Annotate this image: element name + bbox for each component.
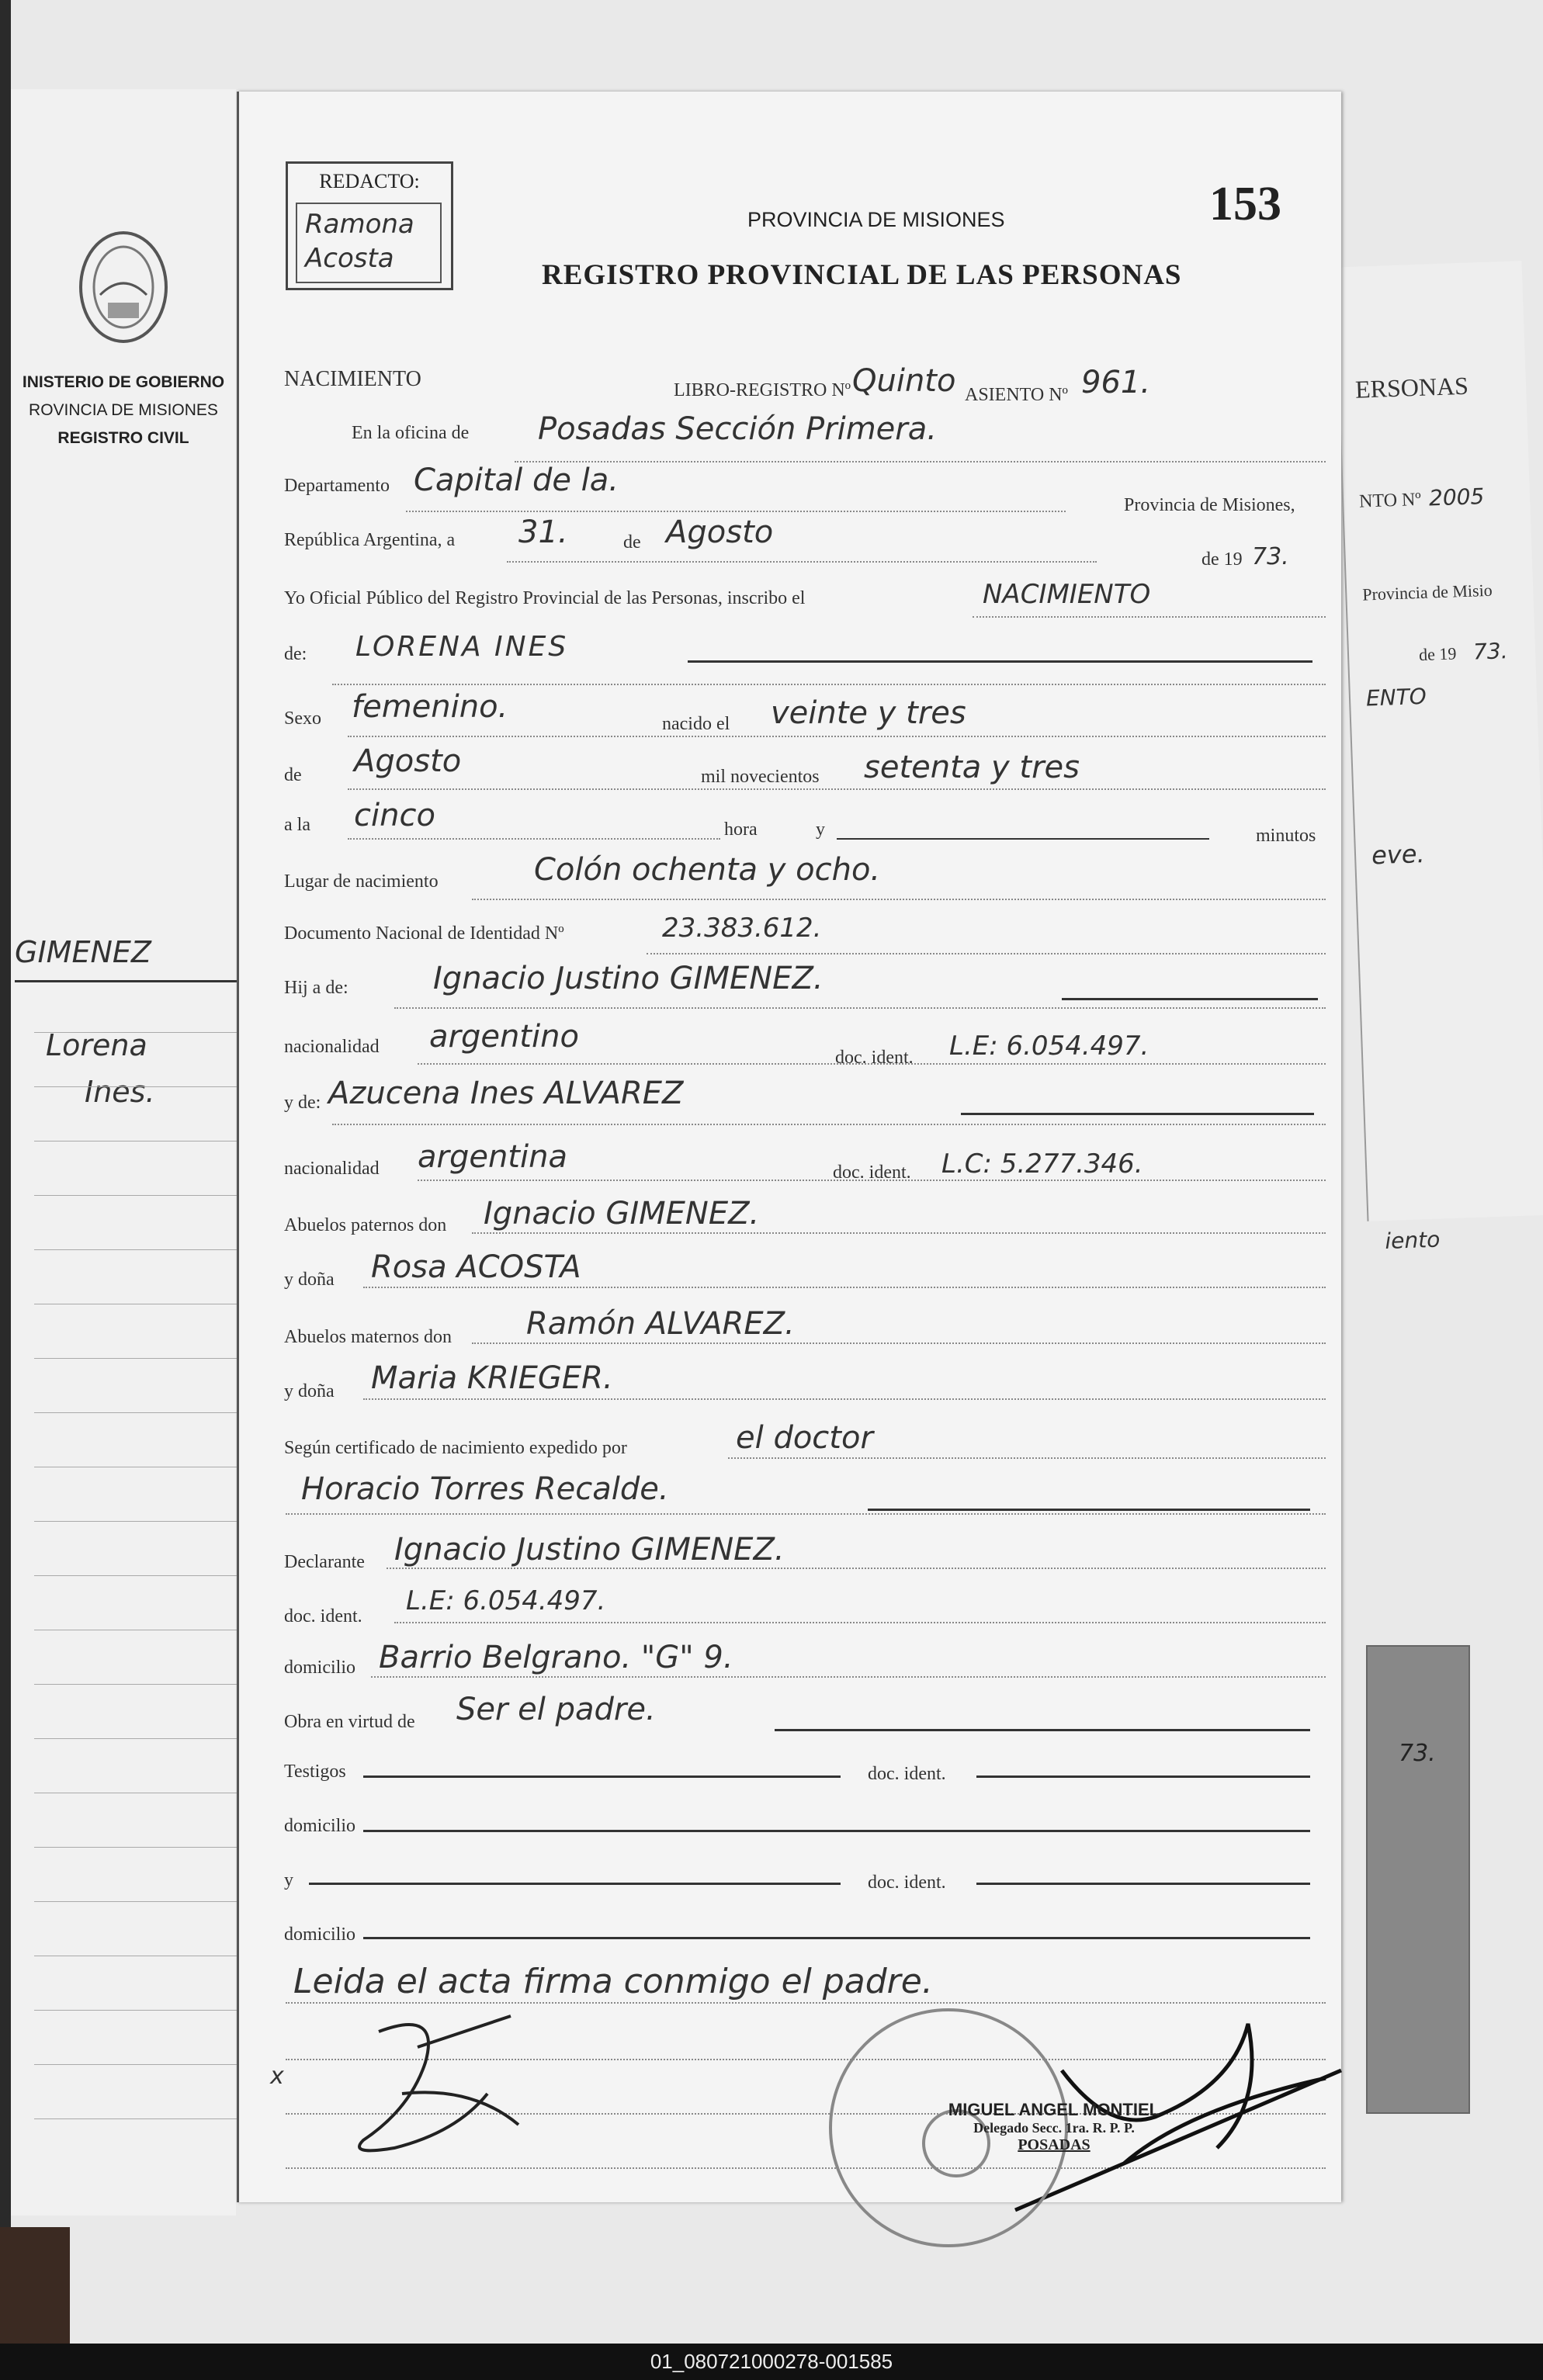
margin-surname: GIMENEZ bbox=[15, 935, 151, 969]
ydona2-label: y doña bbox=[284, 1381, 335, 1401]
coat-of-arms-icon bbox=[73, 225, 174, 349]
provincia-label: Provincia de Misiones, bbox=[1124, 495, 1295, 515]
ala-label: a la bbox=[284, 815, 310, 835]
abpat-value: Ignacio GIMENEZ. bbox=[484, 1196, 760, 1232]
image-id-footer: 01_080721000278-001585 bbox=[0, 2344, 1543, 2380]
back-text: de 19 bbox=[1418, 643, 1457, 665]
lugar-label: Lugar de nacimiento bbox=[284, 871, 439, 892]
doc-decl-label: doc. ident. bbox=[284, 1606, 362, 1627]
official-name: MIGUEL ANGEL MONTIEL bbox=[948, 2100, 1160, 2119]
x-mark: x bbox=[270, 2063, 284, 2090]
back-text: NTO Nº bbox=[1358, 489, 1422, 512]
mil-label: mil novecientos bbox=[701, 767, 820, 787]
underlying-page-dark bbox=[1366, 1645, 1470, 2114]
margin-underline bbox=[15, 980, 255, 982]
sexo-label: Sexo bbox=[284, 708, 321, 729]
libro-label: LIBRO-REGISTRO Nº bbox=[674, 380, 851, 400]
obra-value: Ser el padre. bbox=[456, 1692, 656, 1727]
sexo-value: femenino. bbox=[352, 689, 508, 725]
back-text: ENTO bbox=[1365, 683, 1427, 712]
redacto-name: Ramona Acosta bbox=[305, 209, 414, 274]
doc-decl-value: L.E: 6.054.497. bbox=[406, 1585, 606, 1616]
back-text: 73. bbox=[1472, 638, 1509, 665]
page-number: 153 bbox=[1209, 178, 1281, 230]
leida-text: Leida el acta firma conmigo el padre. bbox=[293, 1962, 933, 2001]
declarante-value: Ignacio Justino GIMENEZ. bbox=[394, 1532, 785, 1568]
dni-value: 23.383.612. bbox=[662, 913, 822, 944]
lugar-value: Colón ochenta y ocho. bbox=[534, 852, 881, 888]
doc-madre-value: L.C: 5.277.346. bbox=[941, 1148, 1143, 1180]
minutos-label: minutos bbox=[1256, 826, 1316, 846]
nombre-label: de: bbox=[284, 644, 307, 664]
domicilio-value: Barrio Belgrano. "G" 9. bbox=[379, 1640, 733, 1675]
domicilio2-label: domicilio bbox=[284, 1816, 355, 1836]
back-text: Provincia de Misio bbox=[1361, 580, 1493, 605]
domicilio3-label: domicilio bbox=[284, 1924, 355, 1945]
redacto-label: REDACTO: bbox=[319, 170, 420, 192]
asiento-label: ASIENTO Nº bbox=[965, 385, 1068, 405]
ministry-line: REGISTRO CIVIL bbox=[57, 429, 189, 447]
underlying-page bbox=[1334, 261, 1543, 1255]
doctor-value: Horacio Torres Recalde. bbox=[301, 1471, 669, 1507]
back-text: ERSONAS bbox=[1354, 371, 1469, 404]
domicilio-label: domicilio bbox=[284, 1658, 355, 1678]
left-margin-column bbox=[11, 89, 236, 2215]
book-edge bbox=[0, 0, 11, 2344]
abmat-label: Abuelos maternos don bbox=[284, 1327, 452, 1347]
testigos-label: Testigos bbox=[284, 1762, 346, 1782]
republica-label: República Argentina, a bbox=[284, 530, 456, 550]
hora-value: cinco bbox=[354, 798, 435, 833]
madre-value: Azucena Ines ALVAREZ bbox=[328, 1076, 684, 1111]
official-stamp bbox=[899, 2100, 1209, 2154]
ministry-line: INISTERIO DE GOBIERNO bbox=[22, 373, 225, 391]
mes-value: Agosto bbox=[666, 514, 774, 550]
book-binding bbox=[0, 2227, 70, 2344]
hija-label: Hij a de: bbox=[284, 978, 348, 998]
official-role: Delegado Secc. 1ra. R. P. P. bbox=[973, 2120, 1135, 2136]
y-label: y bbox=[816, 819, 825, 840]
oficina-label: En la oficina de bbox=[352, 423, 470, 443]
abmat-value: Ramón ALVAREZ. bbox=[526, 1306, 795, 1342]
yde-label: y de: bbox=[284, 1093, 321, 1113]
yo-label: Yo Oficial Público del Registro Provincial de las Personas, inscribo el bbox=[284, 588, 806, 608]
birth-record-page bbox=[237, 92, 1341, 2202]
abmat2-value: Maria KRIEGER. bbox=[371, 1360, 613, 1396]
nacido-label: nacido el bbox=[662, 714, 730, 734]
departamento-value: Capital de la. bbox=[414, 462, 619, 498]
segun-value: el doctor bbox=[736, 1420, 873, 1456]
docident-label: doc. ident. bbox=[835, 1048, 914, 1068]
nac-madre-label: nacionalidad bbox=[284, 1159, 380, 1179]
margin-given-name: Lorena bbox=[46, 1028, 147, 1062]
docident-label: doc. ident. bbox=[868, 1764, 946, 1784]
libro-value: Quinto bbox=[852, 363, 956, 399]
page-title: REGISTRO PROVINCIAL DE LAS PERSONAS bbox=[542, 259, 1182, 291]
back-text: eve. bbox=[1371, 838, 1426, 871]
docident-label: doc. ident. bbox=[833, 1162, 911, 1183]
departamento-label: Departamento bbox=[284, 476, 390, 496]
back-text: 73. bbox=[1399, 1740, 1436, 1767]
margin-given-name: Ines. bbox=[85, 1075, 155, 1109]
padre-value: Ignacio Justino GIMENEZ. bbox=[433, 961, 824, 996]
asiento-value: 961. bbox=[1081, 365, 1151, 400]
ydona-label: y doña bbox=[284, 1270, 335, 1290]
ministry-line: ROVINCIA DE MISIONES bbox=[29, 401, 218, 419]
declarant-signature bbox=[332, 2001, 565, 2187]
doc-padre-value: L.E: 6.054.497. bbox=[949, 1031, 1149, 1062]
back-text: iento bbox=[1384, 1226, 1441, 1255]
ano-value: 73. bbox=[1252, 543, 1289, 570]
docident-label: doc. ident. bbox=[868, 1872, 946, 1893]
ano-label: de 19 bbox=[1201, 549, 1243, 570]
nombre-value: LORENA INES bbox=[355, 631, 569, 663]
yo-value: NACIMIENTO bbox=[983, 579, 1151, 610]
declarante-label: Declarante bbox=[284, 1552, 365, 1572]
nac-padre-label: nacionalidad bbox=[284, 1037, 380, 1057]
y2-label: y bbox=[284, 1870, 293, 1890]
segun-label: Según certificado de nacimiento expedido por bbox=[284, 1438, 627, 1458]
dia-value: 31. bbox=[518, 514, 568, 550]
oficina-value: Posadas Sección Primera. bbox=[538, 411, 937, 447]
nac-madre-value: argentina bbox=[418, 1139, 567, 1175]
de2-label: de bbox=[284, 765, 302, 785]
de-label: de bbox=[623, 532, 641, 553]
official-place: POSADAS bbox=[1018, 2136, 1091, 2153]
nac-padre-value: argentino bbox=[429, 1019, 579, 1055]
redacto-box bbox=[286, 161, 453, 290]
abpat-label: Abuelos paternos don bbox=[284, 1215, 447, 1235]
obra-label: Obra en virtud de bbox=[284, 1712, 415, 1732]
mil-value: setenta y tres bbox=[864, 750, 1080, 785]
dni-label: Documento Nacional de Identidad Nº bbox=[284, 923, 564, 944]
nacido-value: veinte y tres bbox=[771, 695, 966, 731]
back-text: 2005 bbox=[1428, 483, 1485, 511]
mes2-value: Agosto bbox=[354, 743, 462, 779]
abpat2-value: Rosa ACOSTA bbox=[371, 1249, 581, 1285]
province-heading: PROVINCIA DE MISIONES bbox=[747, 208, 1005, 231]
record-type: NACIMIENTO bbox=[284, 367, 421, 391]
hora-label: hora bbox=[724, 819, 758, 840]
